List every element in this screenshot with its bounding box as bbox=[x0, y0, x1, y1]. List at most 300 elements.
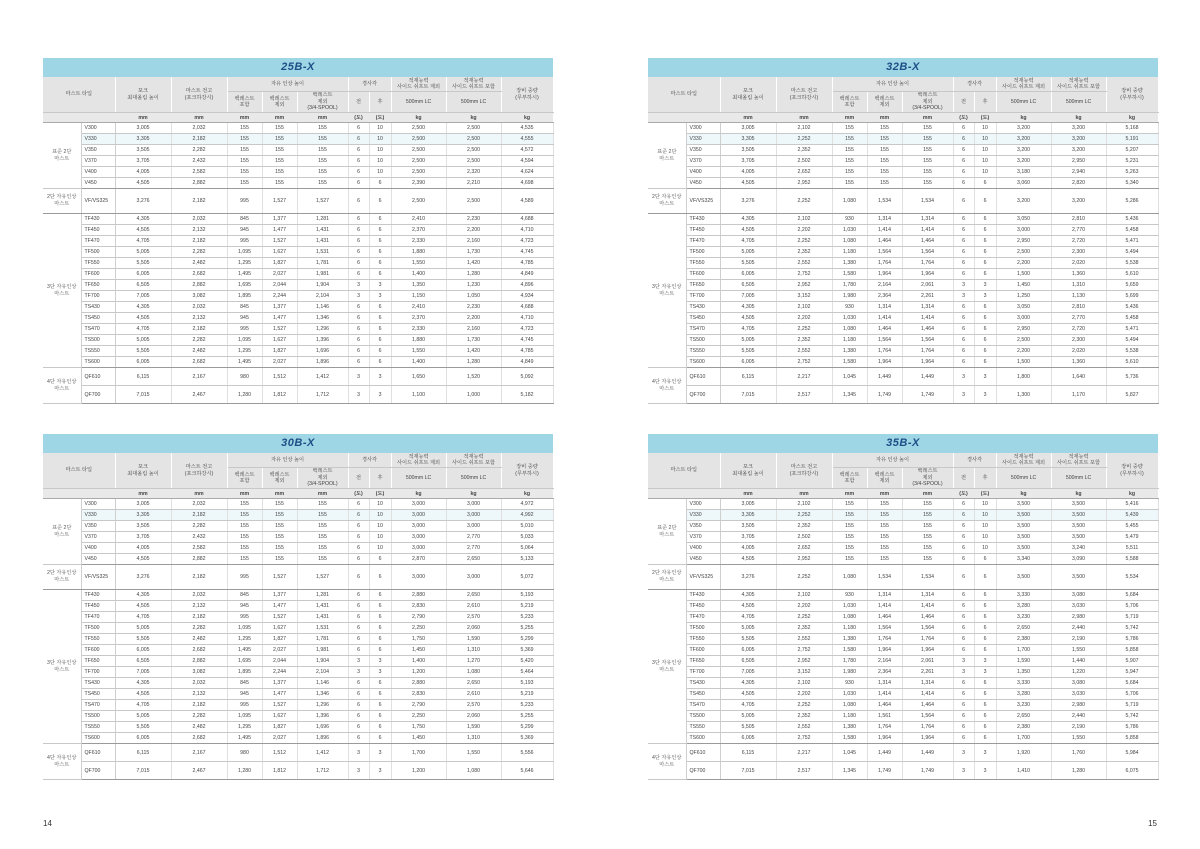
spec-value-cell: 155 bbox=[262, 499, 297, 510]
spec-value-cell: 1,500 bbox=[996, 269, 1051, 280]
table-row bbox=[43, 612, 553, 623]
spec-value-cell: 6 bbox=[348, 623, 369, 634]
spec-value-cell: 4,705 bbox=[720, 324, 776, 335]
table-row bbox=[648, 623, 1158, 634]
spec-value-cell: 4,705 bbox=[115, 700, 171, 711]
spec-value-cell: 1,414 bbox=[902, 689, 953, 700]
spec-value-cell: 1,346 bbox=[297, 689, 348, 700]
spec-value-cell: 2,200 bbox=[996, 258, 1051, 269]
spec-value-cell: 6 bbox=[953, 189, 974, 214]
spec-value-cell: 4,505 bbox=[115, 601, 171, 612]
spec-value-cell: 4,698 bbox=[501, 178, 553, 189]
spec-value-cell: 4,535 bbox=[501, 123, 553, 134]
table-row bbox=[648, 335, 1158, 346]
unit-label: mm bbox=[262, 489, 297, 499]
spec-value-cell: 1,749 bbox=[867, 762, 902, 780]
unit-label: mm bbox=[776, 113, 832, 123]
mast-model-cell: QF700 bbox=[81, 762, 115, 780]
spec-value-cell: 3,082 bbox=[171, 667, 227, 678]
spec-value-cell: 3 bbox=[369, 656, 391, 667]
spec-value-cell: 2,682 bbox=[171, 357, 227, 368]
spec-value-cell: 1,377 bbox=[262, 302, 297, 313]
spec-value-cell: 3,200 bbox=[1051, 134, 1106, 145]
spec-value-cell: 10 bbox=[974, 145, 996, 156]
spec-value-cell: 1,880 bbox=[391, 335, 446, 346]
spec-value-cell: 3 bbox=[369, 280, 391, 291]
mast-model-cell: QF610 bbox=[686, 744, 720, 762]
spec-value-cell: 2,352 bbox=[776, 145, 832, 156]
spec-value-cell: 1,295 bbox=[227, 258, 262, 269]
spec-value-cell: 1,527 bbox=[262, 236, 297, 247]
spec-value-cell: 1,080 bbox=[832, 612, 867, 623]
spec-value-cell: 1,730 bbox=[446, 335, 501, 346]
spec-value-cell: 1,414 bbox=[867, 689, 902, 700]
table-row bbox=[648, 733, 1158, 744]
spec-value-cell: 2,060 bbox=[446, 711, 501, 722]
mast-model-cell: TF470 bbox=[81, 236, 115, 247]
header-tilt-rear: 후 bbox=[369, 92, 391, 113]
spec-value-cell: 2,770 bbox=[1051, 313, 1106, 324]
mast-model-cell: QF610 bbox=[81, 368, 115, 386]
spec-value-cell: 6 bbox=[348, 145, 369, 156]
spec-value-cell: 2,102 bbox=[776, 302, 832, 313]
spec-value-cell: 6 bbox=[348, 247, 369, 258]
spec-value-cell: 3 bbox=[369, 368, 391, 386]
spec-value-cell: 1,280 bbox=[446, 269, 501, 280]
spec-value-cell: 5,786 bbox=[1106, 634, 1158, 645]
table-row bbox=[43, 145, 553, 156]
spec-value-cell: 3 bbox=[974, 667, 996, 678]
spec-value-cell: 2,652 bbox=[776, 167, 832, 178]
spec-value-cell: 3,200 bbox=[996, 134, 1051, 145]
spec-value-cell: 3 bbox=[953, 368, 974, 386]
spec-value-cell: 5,263 bbox=[1106, 167, 1158, 178]
spec-value-cell: 6 bbox=[348, 123, 369, 134]
spec-value-cell: 155 bbox=[262, 178, 297, 189]
spec-value-cell: 2,500 bbox=[446, 189, 501, 214]
spec-value-cell: 6 bbox=[348, 590, 369, 601]
table-row bbox=[43, 667, 553, 678]
header-free-lift-without-backrest: 백레스트 제외 bbox=[867, 468, 902, 489]
spec-value-cell: 5,505 bbox=[720, 258, 776, 269]
spec-value-cell: 155 bbox=[832, 543, 867, 554]
spec-value-cell: 1,030 bbox=[832, 313, 867, 324]
spec-value-cell: 1,781 bbox=[297, 634, 348, 645]
spec-value-cell: 6 bbox=[369, 302, 391, 313]
table-row bbox=[43, 357, 553, 368]
spec-value-cell: 6 bbox=[953, 645, 974, 656]
spec-value-cell: 3,500 bbox=[996, 532, 1051, 543]
unit-label: kg bbox=[1106, 113, 1158, 123]
spec-value-cell: 1,464 bbox=[902, 324, 953, 335]
spec-value-cell: 6 bbox=[953, 123, 974, 134]
spec-value-cell: 6 bbox=[953, 346, 974, 357]
mast-model-cell: TS450 bbox=[686, 313, 720, 324]
spec-value-cell: 5,719 bbox=[1106, 612, 1158, 623]
spec-value-cell: 2,252 bbox=[776, 134, 832, 145]
spec-value-cell: 2,752 bbox=[776, 357, 832, 368]
spec-value-cell: 5,455 bbox=[1106, 521, 1158, 532]
spec-value-cell: 2,164 bbox=[867, 280, 902, 291]
spec-value-cell: 2,482 bbox=[171, 346, 227, 357]
spec-value-cell: 3,276 bbox=[115, 565, 171, 590]
spec-value-cell: 5,092 bbox=[501, 368, 553, 386]
spec-value-cell: 6 bbox=[953, 214, 974, 225]
spec-value-cell: 5,182 bbox=[501, 386, 553, 404]
spec-value-cell: 5,494 bbox=[1106, 247, 1158, 258]
table-row bbox=[43, 225, 553, 236]
unit-label: mm bbox=[720, 489, 776, 499]
spec-value-cell: 10 bbox=[974, 521, 996, 532]
header-load-center: 500mm LC bbox=[446, 468, 501, 489]
spec-value-cell: 2,364 bbox=[867, 291, 902, 302]
spec-value-cell: 1,550 bbox=[1051, 733, 1106, 744]
spec-value-cell: 1,764 bbox=[867, 346, 902, 357]
spec-value-cell: 2,552 bbox=[776, 634, 832, 645]
spec-value-cell: 2,410 bbox=[391, 302, 446, 313]
mast-model-cell: QF700 bbox=[81, 386, 115, 404]
header-free-lift-spool: 백레스트 제외 (3/4-SPOOL) bbox=[902, 92, 953, 113]
table-row bbox=[648, 357, 1158, 368]
spec-value-cell: 1,449 bbox=[902, 744, 953, 762]
spec-value-cell: 2,830 bbox=[391, 689, 446, 700]
spec-value-cell: 1,495 bbox=[227, 269, 262, 280]
mast-model-cell: TS450 bbox=[81, 689, 115, 700]
spec-value-cell: 6,115 bbox=[720, 744, 776, 762]
header-free-lift: 자유 인상 높이 bbox=[227, 453, 348, 468]
table-row bbox=[43, 521, 553, 532]
spec-value-cell: 2,182 bbox=[171, 134, 227, 145]
spec-value-cell: 4,505 bbox=[720, 601, 776, 612]
table-row bbox=[648, 565, 1158, 590]
spec-value-cell: 10 bbox=[369, 499, 391, 510]
spec-value-cell: 5,286 bbox=[1106, 189, 1158, 214]
header-tilt-front: 전 bbox=[953, 92, 974, 113]
spec-value-cell: 155 bbox=[832, 134, 867, 145]
spec-value-cell: 10 bbox=[974, 167, 996, 178]
spec-value-cell: 4,745 bbox=[501, 247, 553, 258]
spec-value-cell: 1,464 bbox=[867, 612, 902, 623]
table-row bbox=[43, 744, 553, 762]
spec-value-cell: 155 bbox=[227, 156, 262, 167]
spec-value-cell: 2,132 bbox=[171, 225, 227, 236]
spec-value-cell: 3,000 bbox=[391, 499, 446, 510]
spec-value-cell: 3 bbox=[348, 368, 369, 386]
spec-value-cell: 1,895 bbox=[227, 667, 262, 678]
spec-value-cell: 1,400 bbox=[391, 357, 446, 368]
spec-value-cell: 1,440 bbox=[1051, 656, 1106, 667]
spec-value-cell: 155 bbox=[262, 134, 297, 145]
spec-value-cell: 1,380 bbox=[832, 346, 867, 357]
spec-value-cell: 2,044 bbox=[262, 280, 297, 291]
spec-value-cell: 5,505 bbox=[115, 346, 171, 357]
spec-value-cell: 6 bbox=[953, 324, 974, 335]
spec-value-cell: 1,580 bbox=[832, 269, 867, 280]
spec-value-cell: 6,115 bbox=[115, 744, 171, 762]
spec-value-cell: 6 bbox=[974, 236, 996, 247]
mast-model-cell: TF650 bbox=[686, 280, 720, 291]
spec-value-cell: 5,511 bbox=[1106, 543, 1158, 554]
spec-value-cell: 4,305 bbox=[720, 678, 776, 689]
mast-group-label: 3단 자유인상 마스트 bbox=[43, 590, 81, 744]
spec-value-cell: 155 bbox=[832, 554, 867, 565]
mast-model-cell: TF430 bbox=[81, 214, 115, 225]
spec-table-35b-x bbox=[648, 434, 1158, 780]
header-weight: 장비 중량 (무부하시) bbox=[1106, 453, 1158, 489]
spec-value-cell: 3 bbox=[974, 744, 996, 762]
spec-value-cell: 2,330 bbox=[391, 324, 446, 335]
spec-value-cell: 6 bbox=[369, 623, 391, 634]
spec-value-cell: 10 bbox=[369, 123, 391, 134]
spec-value-cell: 2,500 bbox=[446, 123, 501, 134]
spec-value-cell: 1,980 bbox=[832, 291, 867, 302]
spec-value-cell: 6 bbox=[348, 510, 369, 521]
spec-value-cell: 1,314 bbox=[902, 590, 953, 601]
header-capacity-wo-side-shift: 적재능력 사이드 쉬프트 제외 bbox=[996, 453, 1051, 468]
spec-value-cell: 2,230 bbox=[446, 214, 501, 225]
spec-value-cell: 1,880 bbox=[391, 247, 446, 258]
mast-model-cell: TF700 bbox=[686, 667, 720, 678]
spec-value-cell: 6 bbox=[348, 269, 369, 280]
model-title: 32B-X bbox=[648, 58, 1158, 77]
spec-value-cell: 5,416 bbox=[1106, 499, 1158, 510]
mast-model-cell: V330 bbox=[686, 510, 720, 521]
table-row bbox=[648, 236, 1158, 247]
table-row bbox=[648, 678, 1158, 689]
spec-value-cell: 4,705 bbox=[720, 236, 776, 247]
table-row bbox=[648, 324, 1158, 335]
spec-value-cell: 6 bbox=[953, 601, 974, 612]
spec-value-cell: 2,950 bbox=[996, 324, 1051, 335]
spec-value-cell: 1,920 bbox=[996, 744, 1051, 762]
spec-value-cell: 1,280 bbox=[446, 357, 501, 368]
spec-value-cell: 2,500 bbox=[391, 123, 446, 134]
mast-group-label: 4단 자유인상 마스트 bbox=[648, 744, 686, 780]
spec-value-cell: 5,742 bbox=[1106, 623, 1158, 634]
spec-value-cell: 5,827 bbox=[1106, 386, 1158, 404]
mast-model-cell: V300 bbox=[81, 499, 115, 510]
spec-value-cell: 4,505 bbox=[720, 689, 776, 700]
spec-value-cell: 3 bbox=[348, 280, 369, 291]
table-row bbox=[648, 225, 1158, 236]
spec-value-cell: 1,800 bbox=[996, 368, 1051, 386]
mast-model-cell: TS430 bbox=[81, 678, 115, 689]
spec-value-cell: 5,610 bbox=[1106, 357, 1158, 368]
spec-value-cell: 4,505 bbox=[115, 689, 171, 700]
spec-value-cell: 6 bbox=[974, 313, 996, 324]
spec-value-cell: 4,305 bbox=[115, 590, 171, 601]
spec-value-cell: 155 bbox=[297, 543, 348, 554]
spec-table-32b-x bbox=[648, 58, 1158, 404]
spec-value-cell: 155 bbox=[867, 134, 902, 145]
spec-value-cell: 1,095 bbox=[227, 247, 262, 258]
table-row bbox=[43, 313, 553, 324]
spec-value-cell: 5,479 bbox=[1106, 532, 1158, 543]
mast-model-cell: TF500 bbox=[81, 623, 115, 634]
spec-value-cell: 5,255 bbox=[501, 623, 553, 634]
spec-value-cell: 155 bbox=[902, 156, 953, 167]
spec-value-cell: 2,752 bbox=[776, 645, 832, 656]
spec-value-cell: 2,182 bbox=[171, 510, 227, 521]
spec-value-cell: 3,152 bbox=[776, 667, 832, 678]
mast-model-cell: TF600 bbox=[81, 645, 115, 656]
spec-value-cell: 3,030 bbox=[1051, 601, 1106, 612]
spec-value-cell: 2,032 bbox=[171, 123, 227, 134]
header-tilt-front: 전 bbox=[348, 92, 369, 113]
spec-value-cell: 1,590 bbox=[446, 722, 501, 733]
table-row bbox=[43, 214, 553, 225]
spec-value-cell: 1,827 bbox=[262, 346, 297, 357]
spec-value-cell: 1,180 bbox=[832, 335, 867, 346]
spec-value-cell: 1,396 bbox=[297, 335, 348, 346]
spec-value-cell: 1,700 bbox=[996, 733, 1051, 744]
spec-value-cell: 6 bbox=[348, 189, 369, 214]
spec-value-cell: 155 bbox=[262, 156, 297, 167]
spec-value-cell: 6 bbox=[369, 247, 391, 258]
spec-value-cell: 2,790 bbox=[391, 700, 446, 711]
spec-value-cell: 1,527 bbox=[262, 565, 297, 590]
spec-value-cell: 2,244 bbox=[262, 667, 297, 678]
spec-value-cell: 5,010 bbox=[501, 521, 553, 532]
spec-value-cell: 1,450 bbox=[996, 280, 1051, 291]
spec-value-cell: 3 bbox=[974, 656, 996, 667]
table-row bbox=[648, 510, 1158, 521]
spec-value-cell: 6 bbox=[953, 156, 974, 167]
spec-value-cell: 1,527 bbox=[262, 324, 297, 335]
spec-value-cell: 6 bbox=[974, 689, 996, 700]
spec-value-cell: 3 bbox=[369, 667, 391, 678]
spec-value-cell: 995 bbox=[227, 236, 262, 247]
spec-value-cell: 3,000 bbox=[391, 565, 446, 590]
header-fork-max-height: 포크 최대올림 높이 bbox=[115, 453, 171, 489]
spec-value-cell: 5,207 bbox=[1106, 145, 1158, 156]
mast-model-cell: TF430 bbox=[686, 214, 720, 225]
header-tilt-rear: 후 bbox=[974, 468, 996, 489]
spec-value-cell: 3 bbox=[953, 291, 974, 302]
spec-value-cell: 2,252 bbox=[776, 324, 832, 335]
spec-value-cell: 1,534 bbox=[867, 189, 902, 214]
spec-value-cell: 1,295 bbox=[227, 634, 262, 645]
spec-value-cell: 1,450 bbox=[391, 645, 446, 656]
table-row bbox=[648, 499, 1158, 510]
spec-value-cell: 5,005 bbox=[115, 335, 171, 346]
spec-value-cell: 155 bbox=[227, 554, 262, 565]
spec-value-cell: 1,964 bbox=[902, 645, 953, 656]
spec-value-cell: 155 bbox=[262, 145, 297, 156]
mast-group-label: 4단 자유인상 마스트 bbox=[43, 368, 81, 404]
spec-value-cell: 1,314 bbox=[867, 678, 902, 689]
spec-value-cell: 1,310 bbox=[1051, 280, 1106, 291]
spec-value-cell: 5,538 bbox=[1106, 346, 1158, 357]
spec-value-cell: 4,555 bbox=[501, 134, 553, 145]
spec-value-cell: 4,723 bbox=[501, 236, 553, 247]
spec-value-cell: 1,295 bbox=[227, 346, 262, 357]
spec-value-cell: 6 bbox=[369, 601, 391, 612]
spec-value-cell: 6 bbox=[974, 189, 996, 214]
spec-value-cell: 4,972 bbox=[501, 499, 553, 510]
spec-value-cell: 1,414 bbox=[902, 313, 953, 324]
mast-group-label: 3단 자유인상 마스트 bbox=[43, 214, 81, 368]
spec-value-cell: 2,250 bbox=[391, 623, 446, 634]
header-free-lift-without-backrest: 백레스트 제외 bbox=[262, 92, 297, 113]
unit-label: (도) bbox=[348, 489, 369, 499]
spec-value-cell: 1,764 bbox=[867, 634, 902, 645]
spec-value-cell: 7,005 bbox=[115, 667, 171, 678]
spec-value-cell: 1,414 bbox=[902, 601, 953, 612]
spec-value-cell: 6 bbox=[348, 313, 369, 324]
spec-value-cell: 5,439 bbox=[1106, 510, 1158, 521]
spec-value-cell: 3,280 bbox=[996, 601, 1051, 612]
spec-value-cell: 2,252 bbox=[776, 236, 832, 247]
spec-value-cell: 2,952 bbox=[776, 554, 832, 565]
spec-value-cell: 6 bbox=[953, 134, 974, 145]
spec-value-cell: 2,980 bbox=[1051, 700, 1106, 711]
spec-value-cell: 3,005 bbox=[720, 499, 776, 510]
spec-value-cell: 3 bbox=[369, 386, 391, 404]
table-row bbox=[648, 134, 1158, 145]
spec-value-cell: 3,090 bbox=[1051, 554, 1106, 565]
spec-value-cell: 155 bbox=[832, 123, 867, 134]
spec-value-cell: 155 bbox=[262, 532, 297, 543]
spec-value-cell: 7,015 bbox=[115, 386, 171, 404]
spec-value-cell: 155 bbox=[262, 554, 297, 565]
spec-value-cell: 6 bbox=[953, 258, 974, 269]
mast-model-cell: TF700 bbox=[81, 667, 115, 678]
table-row bbox=[43, 189, 553, 214]
spec-value-cell: 1,450 bbox=[391, 733, 446, 744]
spec-value-cell: 1,764 bbox=[867, 722, 902, 733]
header-capacity-w-side-shift: 적재능력 사이드 쉬프트 포함 bbox=[446, 453, 501, 468]
mast-model-cell: TF600 bbox=[81, 269, 115, 280]
spec-value-cell: 1,080 bbox=[832, 324, 867, 335]
table-row bbox=[648, 258, 1158, 269]
spec-value-cell: 3 bbox=[953, 280, 974, 291]
spec-value-cell: 1,464 bbox=[902, 236, 953, 247]
header-load-center: 500mm LC bbox=[391, 468, 446, 489]
mast-model-cell: V400 bbox=[81, 543, 115, 554]
mast-model-cell: TF470 bbox=[686, 612, 720, 623]
spec-value-cell: 4,005 bbox=[115, 543, 171, 554]
spec-value-cell: 2,061 bbox=[902, 656, 953, 667]
spec-value-cell: 3 bbox=[974, 762, 996, 780]
spec-value-cell: 1,414 bbox=[902, 225, 953, 236]
spec-value-cell: 6 bbox=[953, 543, 974, 554]
mast-model-cell: VF/VS325 bbox=[81, 565, 115, 590]
spec-value-cell: 1,345 bbox=[832, 386, 867, 404]
spec-value-cell: 2,500 bbox=[446, 134, 501, 145]
spec-value-cell: 1,564 bbox=[867, 335, 902, 346]
mast-group-label: 표준 2단 마스트 bbox=[648, 123, 686, 189]
spec-value-cell: 1,500 bbox=[996, 357, 1051, 368]
header-weight: 장비 중량 (무부하시) bbox=[1106, 77, 1158, 113]
header-free-lift-with-backrest: 백레스트 포함 bbox=[832, 92, 867, 113]
spec-value-cell: 4,705 bbox=[720, 612, 776, 623]
spec-value-cell: 2,952 bbox=[776, 656, 832, 667]
spec-value-cell: 2,952 bbox=[776, 280, 832, 291]
spec-value-cell: 1,712 bbox=[297, 762, 348, 780]
page-number-left: 14 bbox=[43, 819, 52, 828]
spec-value-cell: 1,095 bbox=[227, 711, 262, 722]
spec-value-cell: 1,531 bbox=[297, 623, 348, 634]
spec-value-cell: 3,230 bbox=[996, 700, 1051, 711]
spec-value-cell: 4,305 bbox=[115, 678, 171, 689]
spec-value-cell: 1,640 bbox=[1051, 368, 1106, 386]
spec-value-cell: 2,882 bbox=[171, 178, 227, 189]
spec-value-cell: 2,217 bbox=[776, 368, 832, 386]
header-weight: 장비 중량 (무부하시) bbox=[501, 453, 553, 489]
table-row bbox=[648, 762, 1158, 780]
spec-value-cell: 2,282 bbox=[171, 247, 227, 258]
